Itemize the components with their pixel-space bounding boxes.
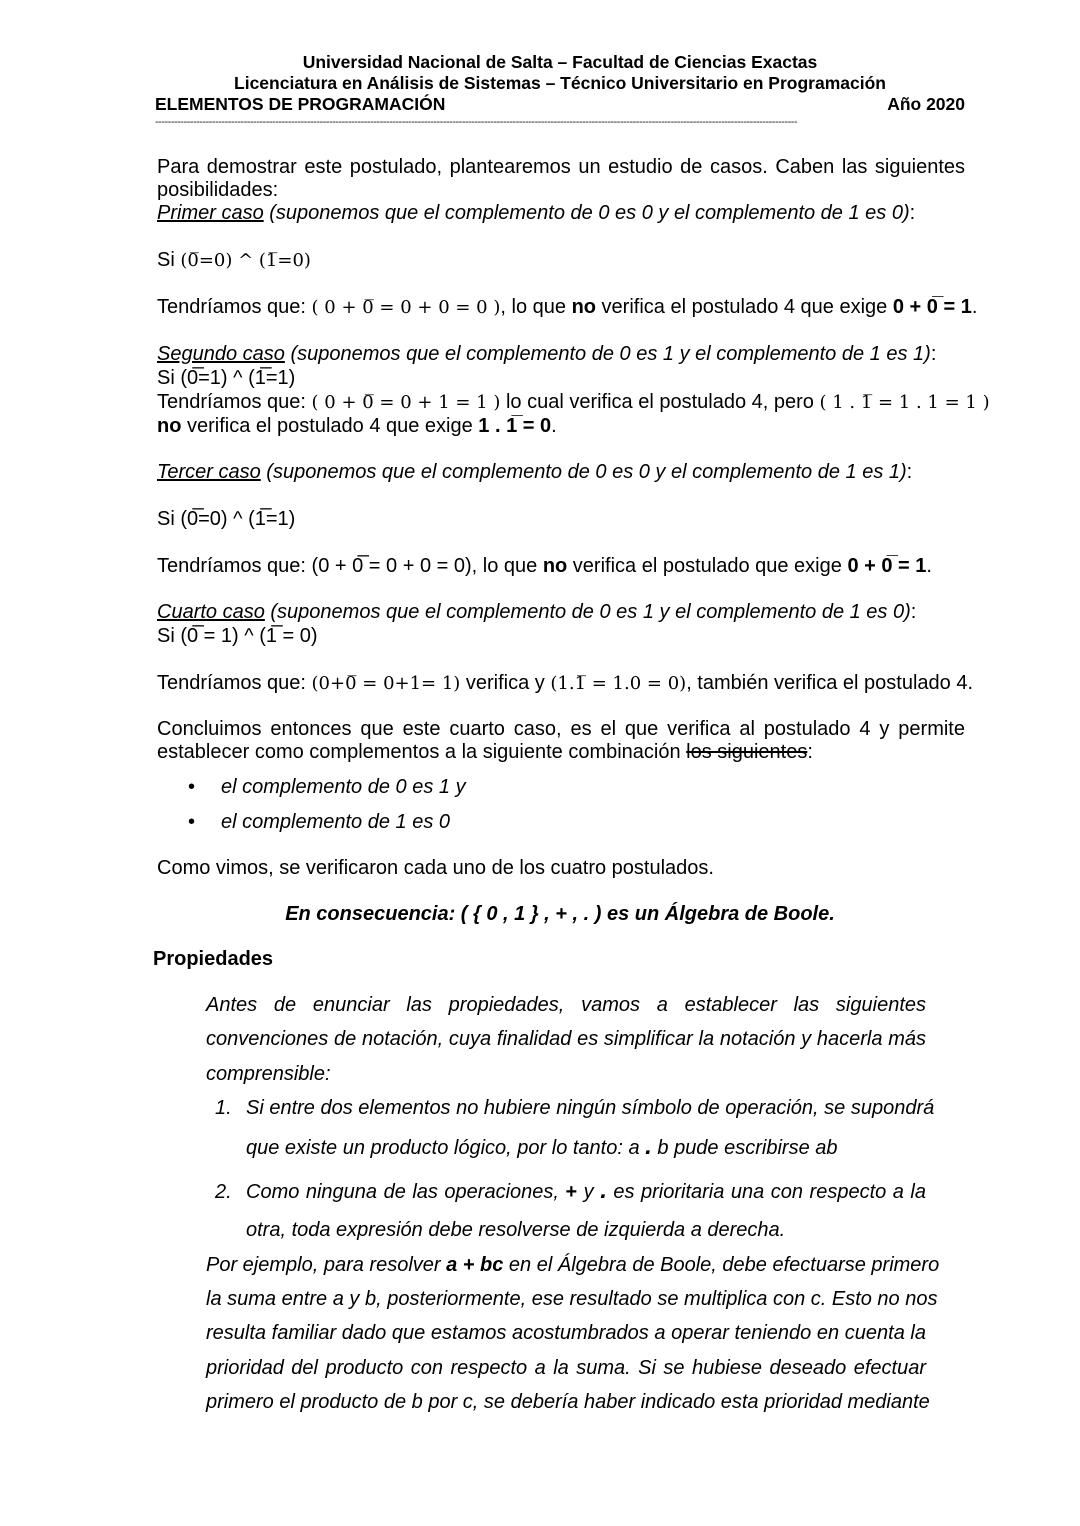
case1-t-prefix: Tendríamos que: [157,296,312,318]
prop-intro-1: Antes de enunciar las propiedades, vamos a establecer las siguientes [206,994,926,1016]
verified-text: Como vimos, se verificaron cada uno de los cuatro postulados. [157,857,714,879]
prop-item2-line1 [246,1177,926,1204]
prop-item2-line2: otra, toda expresión debe resolverse de izquierda a derecha. [246,1219,786,1241]
case2-l2-exige: 1 . 1̅ = 0 [478,415,552,437]
case1-si-label: Si [157,249,181,271]
case1-colon: : [909,202,916,224]
prop-item1-dot: . [645,1133,652,1160]
header-course-row [155,94,965,115]
case1-t-mid2: verifica el postulado 4 que exige [596,296,893,318]
bullet-icon: • [188,811,196,833]
case4-t-math1: (0+0̅ = 0+1= 1) [311,673,461,694]
case2-t-prefix: Tendríamos que: [157,391,312,413]
prop-item2-l1-pre: Como ninguna de las operaciones, [246,1181,566,1203]
case4-t-prefix: Tendríamos que: [157,672,312,694]
case1-t-math: ( 0 + 0̅ = 0 + 0 = 0 ) [311,297,501,318]
prop-example-2: la suma entre a y b, posteriormente, ese resultado se multiplica con c. Esto no nos [206,1288,938,1310]
case4-result [157,671,973,696]
prop-example-1 [206,1253,940,1277]
bullet-item-1: el complemento de 0 es 1 y [221,776,466,798]
case4-t-mid: verifica y [460,672,551,694]
case1-result [157,295,977,320]
conclusion-struck-text: los siguientes [686,741,808,763]
header-course: ELEMENTOS DE PROGRAMACIÓN [155,94,446,114]
case4-desc: (suponemos que el complemento de 0 es 1 y el complemento de 1 es 0) [264,601,911,623]
consequence-statement: En consecuencia: ( { 0 , 1 } , + , . ) es un Álgebra de Boole. [285,903,835,925]
case3-result [157,554,932,578]
prop-item1-line2 [246,1133,926,1160]
prop-example-5: primero el producto de b por c, se debería haber indicado esta prioridad mediante [206,1391,930,1413]
prop-intro-3: comprensible: [206,1063,331,1085]
case1-si-expr: (0̅=0) ^ (1̅=0) [180,250,311,271]
case1-si [157,248,311,273]
conclusion-line-2 [157,740,813,764]
case3-heading [157,460,912,484]
case3-t-no: no [542,555,568,577]
case1-t-end: . [971,296,978,318]
prop-example-4: prioridad del producto con respecto a la suma. Si se hubiese deseado efectuar [206,1357,926,1379]
prop-item2-number: 2. [215,1181,232,1203]
conclusion-line2-pre: establecer como complementos a la siguiente combinación [157,741,687,763]
prop-ex-l1-pre: Por ejemplo, para resolver [206,1254,447,1276]
header-year: Año 2020 [887,94,965,114]
case4-si: Si (0̅ = 1) ^ (1̅ = 0) [157,625,318,647]
case3-t-mid: verifica el postulado que exige [567,555,848,577]
prop-ex-l1-bold: a + bc [446,1254,504,1276]
prop-item1-l2-pre: que existe un producto lógico, por lo tanto: a [246,1137,646,1159]
prop-item1-l2-post: b pude escribirse ab [651,1137,838,1159]
case2-heading [157,342,936,366]
case2-l2-end: . [551,415,557,437]
header-divider: ----------------------------------------------------------------------------------------------------------------------------------------------------------------------------------------------------------- [155,116,798,128]
case3-t-exige: 0 + 0̅ = 1 [847,555,927,577]
case2-t-mid: lo cual verifica el postulado 4, pero [500,391,820,413]
prop-example-3: resulta familiar dado que estamos acostumbrados a operar teniendo en cuenta la [206,1322,926,1344]
intro-line-2: posibilidades: [157,179,279,201]
bullet-icon: • [188,776,196,798]
case2-l2-mid: verifica el postulado 4 que exige [181,415,479,437]
case1-t-mid1: , lo que [500,296,572,318]
intro-line-1: Para demostrar este postulado, plantearemos un estudio de casos. Caben las siguientes [157,156,965,178]
case4-colon: : [910,601,917,623]
prop-item2-mid: y [577,1181,601,1203]
case4-title: Cuarto caso [157,601,265,623]
case3-t-end: . [926,555,932,577]
case2-si: Si (0̅=1) ^ (1̅=1) [157,367,296,389]
case1-t-no: no [571,296,596,318]
case3-desc: (suponemos que el complemento de 0 es 0 y el complemento de 1 es 1) [260,461,907,483]
case2-t-math2: ( 1 . 1̅ = 1 . 1 = 1 ) [819,392,990,413]
prop-item2-dot: . [600,1177,607,1204]
case2-result-line2 [157,414,557,438]
prop-item2-l1-post: es prioritaria una con respecto a la [606,1181,926,1203]
prop-ex-l1-post: en el Álgebra de Boole, debe efectuarse primero [503,1254,940,1276]
case4-heading [157,600,916,624]
case1-title: Primer caso [157,202,264,224]
header-degree: Licenciatura en Análisis de Sistemas – Técnico Universitario en Programación [234,73,886,93]
prop-item1-line1: Si entre dos elementos no hubiere ningún símbolo de operación, se supondrá [246,1097,935,1119]
case1-desc: (suponemos que el complemento de 0 es 0 y el complemento de 1 es 0) [263,202,910,224]
case3-t-prefix: Tendríamos que: (0 + 0̅ = 0 + 0 = 0), lo que [157,555,543,577]
propiedades-heading: Propiedades [153,948,274,970]
prop-intro-2: convenciones de notación, cuya finalidad es simplificar la notación y hacerla más [206,1028,926,1050]
case3-title: Tercer caso [157,461,261,483]
bullet-item-2: el complemento de 1 es 0 [221,811,451,833]
header-university: Universidad Nacional de Salta – Facultad de Ciencias Exactas [302,52,818,72]
case2-colon: : [930,343,937,365]
case1-t-exige: 0 + 0̅ = 1 [892,296,972,318]
prop-item2-plus: + [565,1181,578,1203]
case2-desc: (suponemos que el complemento de 0 es 1 y el complemento de 1 es 1) [284,343,931,365]
case2-result [157,390,990,415]
case3-si: Si (0̅=0) ^ (1̅=1) [157,508,296,530]
case2-title: Segundo caso [157,343,285,365]
conclusion-line2-end: : [807,741,813,763]
case3-colon: : [906,461,913,483]
conclusion-line-1: Concluimos entonces que este cuarto caso, es el que verifica al postulado 4 y permite [157,718,965,740]
prop-item1-number: 1. [215,1097,232,1119]
case4-t-math2: (1.1̅ = 1.0 = 0) [550,673,687,694]
case1-heading [157,201,915,225]
case2-l2-no: no [157,415,182,437]
case2-t-math1: ( 0 + 0̅ = 0 + 1 = 1 ) [311,392,501,413]
case4-t-end: , también verifica el postulado 4. [686,672,974,694]
